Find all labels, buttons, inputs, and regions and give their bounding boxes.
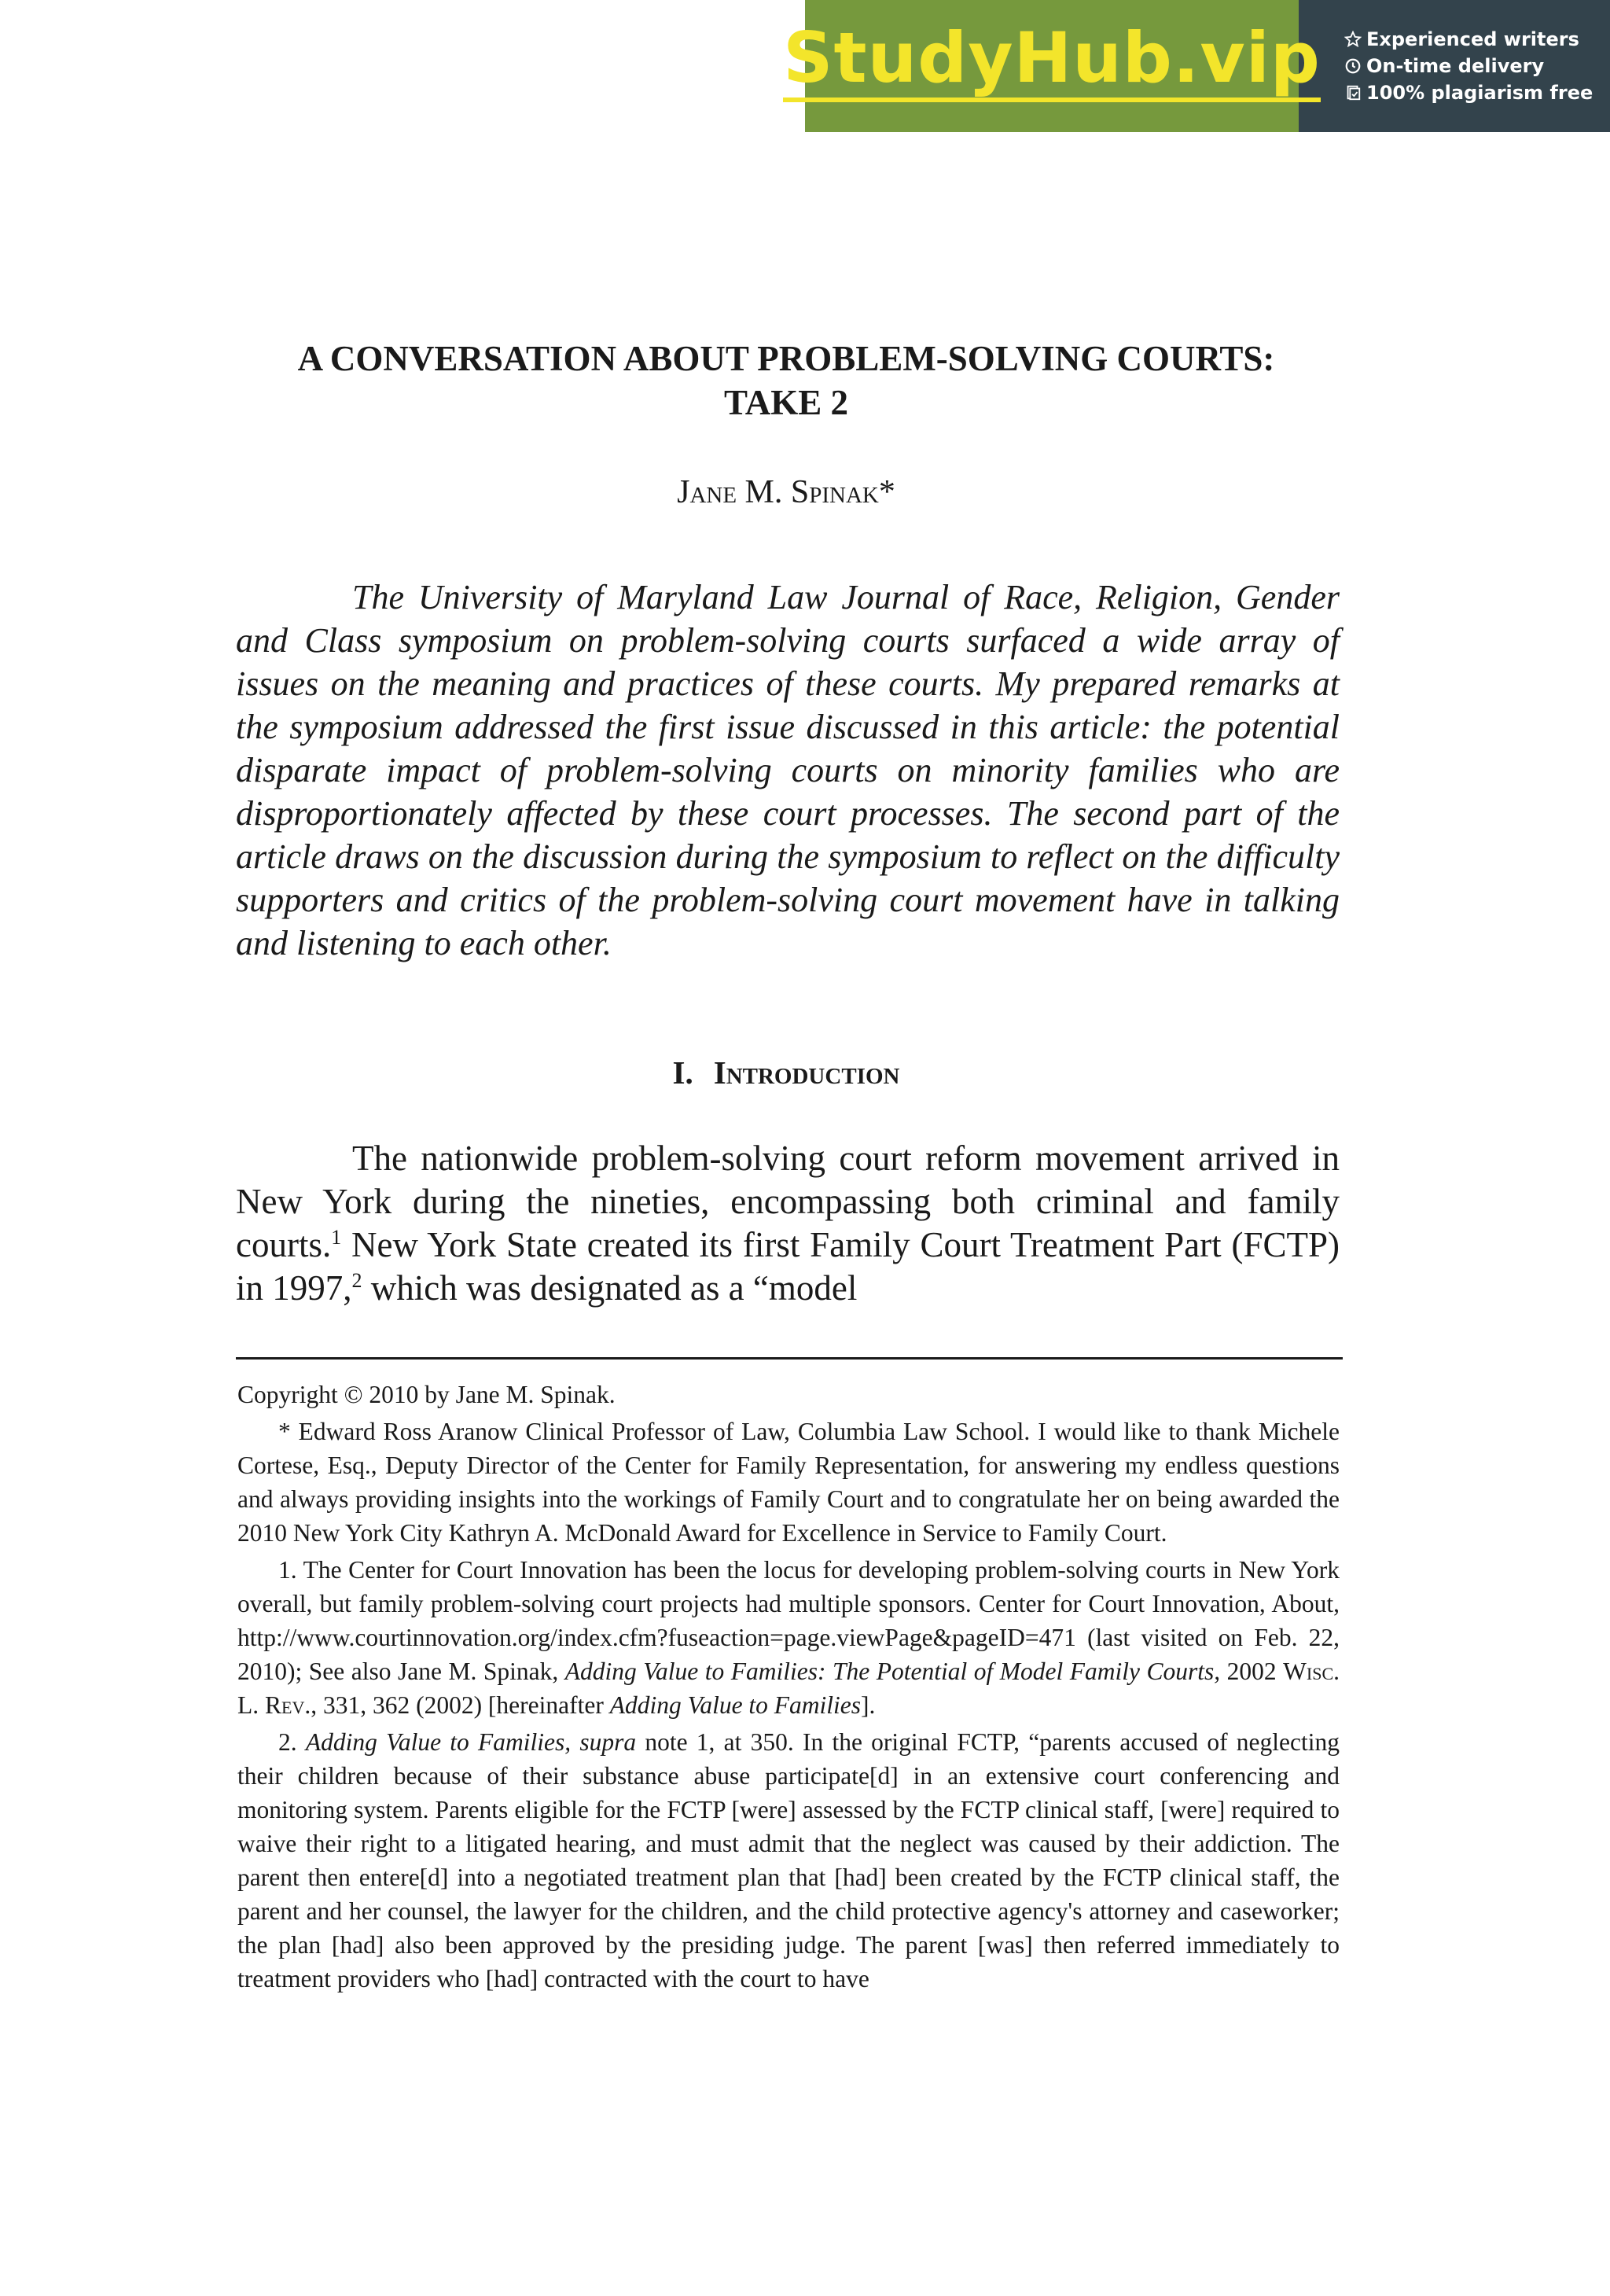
- body-text-segment: New York State created its first Family Court Treatment Part (FCTP) in 1997,: [236, 1225, 1340, 1308]
- body-text-segment: which was designated as a “model: [362, 1268, 858, 1308]
- footnote-link[interactable]: http://www.courtinnovation.org/index.cfm?fuseaction=page.viewPage&pageID=471: [237, 1624, 1076, 1651]
- footnote-ref-1[interactable]: 1: [331, 1226, 342, 1249]
- section-number: I.: [672, 1054, 693, 1091]
- copyright-note: Copyright © 2010 by Jane M. Spinak.: [237, 1381, 616, 1408]
- section-heading: [236, 1050, 1336, 1095]
- body-text-segment: The nationwide problem-solving court reform movement arrived in New York during the nineties, encompassing both criminal and family courts.: [236, 1139, 1340, 1264]
- abstract: The University of Maryland Law Journal of Race, Religion, Gender and Class symposium on problem-solving courts surfaced a wide array of issues on the meaning and practices of these courts. My prepared remarks at the symposium addressed the first issue discussed in this article: the potential disparate impact of problem-solving courts on minority families who are disproportionately affected by these court processes. The second part of the article draws on the discussion during the symposium to reflect on the difficulty supporters and critics of the problem-solving court movement have in talking and listening to each other.: [236, 578, 1340, 962]
- document-check-icon: [1344, 84, 1362, 101]
- star-outline-icon: [1344, 31, 1362, 48]
- footnote-1: 1. The Center for Court Innovation has been the locus for developing problem-solving courts in New York overall, but family problem-solving court projects had multiple sponsors. Center for Court Innovation, About, http://www.courtinnovation.org/index.cfm?fuseaction=page.viewPage&pageID=471 (last visited on Feb. 22, 2010); See also Jane M. Spinak, Adding Value to Families: The Potential of Model Family Courts, 2002 Wisc. L. Rev., 331, 362 (2002) [hereinafter Adding Value to Families].: [237, 1556, 1340, 1719]
- banner-features-panel: [1299, 0, 1610, 132]
- feature-label: 100% plagiarism free: [1366, 82, 1593, 104]
- feature-plagiarism-free: [1344, 83, 1610, 102]
- banner-brand-panel: [783, 0, 1321, 132]
- ad-banner[interactable]: [783, 0, 1610, 132]
- brand-logo: StudyHub.vip: [783, 24, 1321, 102]
- title-line-2: TAKE 2: [724, 383, 848, 422]
- clock-icon: [1344, 57, 1362, 75]
- feature-on-time-delivery: [1344, 57, 1610, 75]
- article-title: [236, 337, 1336, 425]
- footnotes: [237, 1378, 1340, 1999]
- feature-label: On-time delivery: [1366, 55, 1545, 77]
- footnote-ref-2[interactable]: 2: [351, 1269, 362, 1292]
- footnote-2: 2. Adding Value to Families, supra note 1, at 350. In the original FCTP, “parents accused of neglecting their children because of their substance abuse participate[d] in an extensive court conferencing and monitoring system. Parents eligible for the FCTP [were] assessed by the FCTP clinical staff, [were] required to waive their right to a litigated hearing, and must admit that the neglect was caused by their addiction. The parent then entere[d] into a negotiated treatment plan that [had] been created by the FCTP clinical staff, the parent and her counsel, the lawyer for the children, and the child protective agency's attorney and caseworker; the plan [had] also been approved by the presiding judge. The parent [was] then referred immediately to treatment providers who [had] contracted with the court to have: [237, 1728, 1340, 1992]
- section-title: Introduction: [713, 1054, 900, 1091]
- title-line-1: A CONVERSATION ABOUT PROBLEM-SOLVING COURTS:: [297, 339, 1275, 378]
- footnote-divider: [236, 1357, 1343, 1360]
- feature-label: Experienced writers: [1366, 28, 1579, 50]
- body-paragraph: [236, 1137, 1340, 1310]
- author-name: Jane M. Spinak*: [677, 474, 895, 510]
- feature-experienced-writers: [1344, 30, 1610, 49]
- author-footnote: * Edward Ross Aranow Clinical Professor of Law, Columbia Law School. I would like to thank Michele Cortese, Esq., Deputy Director of the Center for Family Representation, for answering my endless questions and always providing insights into the workings of Family Court and to congratulate her on being awarded the 2010 New York City Kathryn A. McDonald Award for Excellence in Service to Family Court.: [237, 1418, 1340, 1547]
